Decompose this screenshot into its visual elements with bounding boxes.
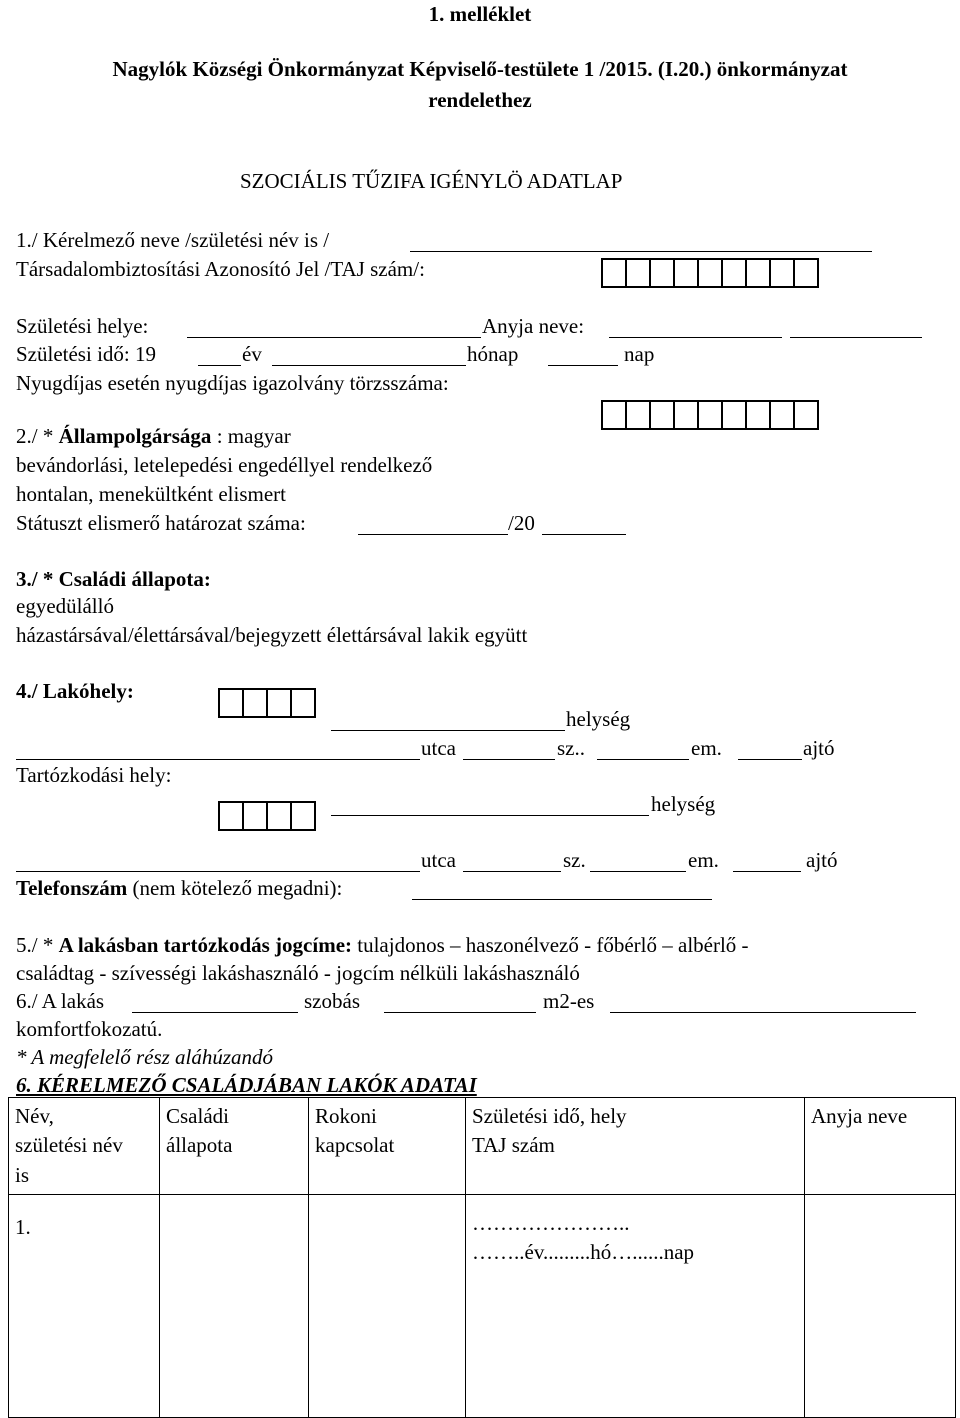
citizenship-option-immigrant: bevándorlási, letelepedési engedéllyel rendelkező <box>16 453 433 477</box>
stay-town-line[interactable] <box>331 815 649 816</box>
flat-comfort-line[interactable] <box>610 1012 916 1013</box>
citizenship-value: : magyar <box>211 424 291 448</box>
flat-m2-line[interactable] <box>384 1012 536 1013</box>
birth-day-line[interactable] <box>548 365 618 366</box>
table-row <box>9 1195 956 1418</box>
status-decision-year-label: /20 <box>508 511 535 535</box>
citizenship-option-refugee: hontalan, menekültként elismert <box>16 482 287 506</box>
phone-label-bold: Telefonszám <box>16 876 128 900</box>
taj-boxes[interactable] <box>601 258 819 288</box>
birthplace-line[interactable] <box>187 337 481 338</box>
tenure-line1 <box>16 933 749 958</box>
birth-month-line[interactable] <box>272 365 466 366</box>
decree-title-line2: rendelethez <box>428 88 532 112</box>
row1-birth-line2: ……..év.........hó…......nap <box>472 1239 695 1264</box>
phone-label <box>16 876 342 901</box>
residence-floor-line[interactable] <box>597 759 689 760</box>
family-members-title: 6. KÉRELMEZŐ CSALÁDJÁBAN LAKÓK ADATAI <box>16 1073 477 1097</box>
stay-floor-line[interactable] <box>590 871 686 872</box>
mother-name-label: Anyja neve: <box>482 314 585 338</box>
status-decision-year-line[interactable] <box>542 534 626 535</box>
applicant-name-label-text: 1./ Kérelmező neve /születési név is / <box>16 228 330 252</box>
mother-name-line-b[interactable] <box>790 337 922 338</box>
status-decision-number-line[interactable] <box>358 534 508 535</box>
stay-door-line[interactable] <box>733 871 801 872</box>
mother-name-line-a[interactable] <box>609 337 782 338</box>
applicant-name-line[interactable] <box>410 251 872 252</box>
stay-town-label: helység <box>651 792 716 816</box>
row1-number[interactable] <box>9 1195 160 1418</box>
row1-marital[interactable] <box>160 1195 309 1418</box>
tenure-title: A lakásban tartózkodás jogcíme: <box>58 933 353 957</box>
stay-zip-boxes[interactable] <box>218 801 316 831</box>
month-label: hónap <box>467 342 519 366</box>
underline-note: * A megfelelő rész aláhúzandó <box>16 1045 274 1069</box>
day-label: nap <box>624 342 655 366</box>
stay-number-label: sz. <box>563 848 586 872</box>
header-mother <box>805 1098 956 1195</box>
residence-street-label: utca <box>421 736 456 760</box>
table-header-row <box>9 1098 956 1195</box>
birthplace-label: Születési helye: <box>16 314 149 338</box>
pension-number-boxes[interactable] <box>601 400 819 430</box>
tenure-options-1: tulajdonos – haszonélvező - főbérlő – albérlő - <box>352 933 749 957</box>
stay-street-label: utca <box>421 848 456 872</box>
phone-line[interactable] <box>412 899 712 900</box>
decree-title-line1: Nagylók Községi Önkormányzat Képviselő-testülete 1 /2015. (I.20.) önkormányzat <box>112 57 848 81</box>
residence-door-line[interactable] <box>738 759 802 760</box>
taj-label: Társadalombiztosítási Azonosító Jel /TAJ szám/: <box>16 257 425 281</box>
residence-town-line[interactable] <box>331 730 565 731</box>
status-decision-label: Státuszt elismerő határozat száma: <box>16 511 306 535</box>
citizenship-prefix: 2./ * <box>16 424 59 448</box>
header-relation <box>309 1098 466 1195</box>
marital-option-single: egyedülálló <box>16 594 114 618</box>
row1-relation[interactable] <box>309 1195 466 1418</box>
family-members-table <box>8 1097 956 1418</box>
header-birth-text: Születési idő, hely TAJ szám <box>472 1104 627 1158</box>
stay-number-line[interactable] <box>463 871 561 872</box>
citizenship-line <box>16 424 291 449</box>
row1-number-text: 1. <box>15 1215 31 1240</box>
header-relation-text: Rokoni kapcsolat <box>315 1104 395 1158</box>
tenure-options-2: családtag - szívességi lakáshasználó - jogcím nélküli lakáshasználó <box>16 961 580 985</box>
header-name-text: Név, születési név is <box>15 1104 123 1187</box>
header-marital-text: Családi állapota <box>166 1104 233 1158</box>
marital-status-title: 3./ * Családi állapota: <box>16 567 211 591</box>
form-title: SZOCIÁLIS TŰZIFA IGÉNYLÖ ADATLAP <box>240 169 623 193</box>
row1-birth[interactable] <box>466 1195 805 1418</box>
residence-street-line[interactable] <box>16 759 420 760</box>
pension-label: Nyugdíjas esetén nyugdíjas igazolvány törzsszáma: <box>16 371 449 395</box>
flat-rooms-line[interactable] <box>132 1012 298 1013</box>
stay-street-line[interactable] <box>16 871 420 872</box>
residence-title: 4./ Lakóhely: <box>16 679 134 703</box>
tenure-prefix: 5./ * <box>16 933 59 957</box>
rooms-label: szobás <box>304 989 360 1013</box>
annex-label: 1. melléklet <box>428 2 532 26</box>
citizenship-title: Állampolgársága <box>58 424 212 448</box>
header-mother-text: Anyja neve <box>811 1104 908 1128</box>
m2-label: m2-es <box>543 989 595 1013</box>
marital-option-partner: házastársával/élettársával/bejegyzett élettársával lakik együtt <box>16 623 528 647</box>
residence-number-label: sz.. <box>557 736 585 760</box>
birth-year-line[interactable] <box>198 365 241 366</box>
residence-floor-label: em. <box>691 736 722 760</box>
residence-zip-boxes[interactable] <box>218 688 316 718</box>
stay-floor-label: em. <box>688 848 719 872</box>
flat-label: 6./ A lakás <box>16 989 105 1013</box>
residence-number-line[interactable] <box>463 759 555 760</box>
residence-door-label: ajtó <box>803 736 835 760</box>
header-name <box>9 1098 160 1195</box>
stay-address-title: Tartózkodási hely: <box>16 763 172 787</box>
year-label: év <box>242 342 262 366</box>
birthdate-label: Születési idő: 19 <box>16 342 156 366</box>
phone-label-rest: (nem kötelező megadni): <box>127 876 343 900</box>
stay-door-label: ajtó <box>806 848 838 872</box>
header-birth <box>466 1098 805 1195</box>
header-marital <box>160 1098 309 1195</box>
residence-town-label: helység <box>566 707 631 731</box>
applicant-name-label <box>16 228 329 253</box>
row1-birth-line1: ………………….. <box>472 1211 630 1236</box>
row1-mother[interactable] <box>805 1195 956 1418</box>
comfort-label: komfortfokozatú. <box>16 1017 163 1041</box>
